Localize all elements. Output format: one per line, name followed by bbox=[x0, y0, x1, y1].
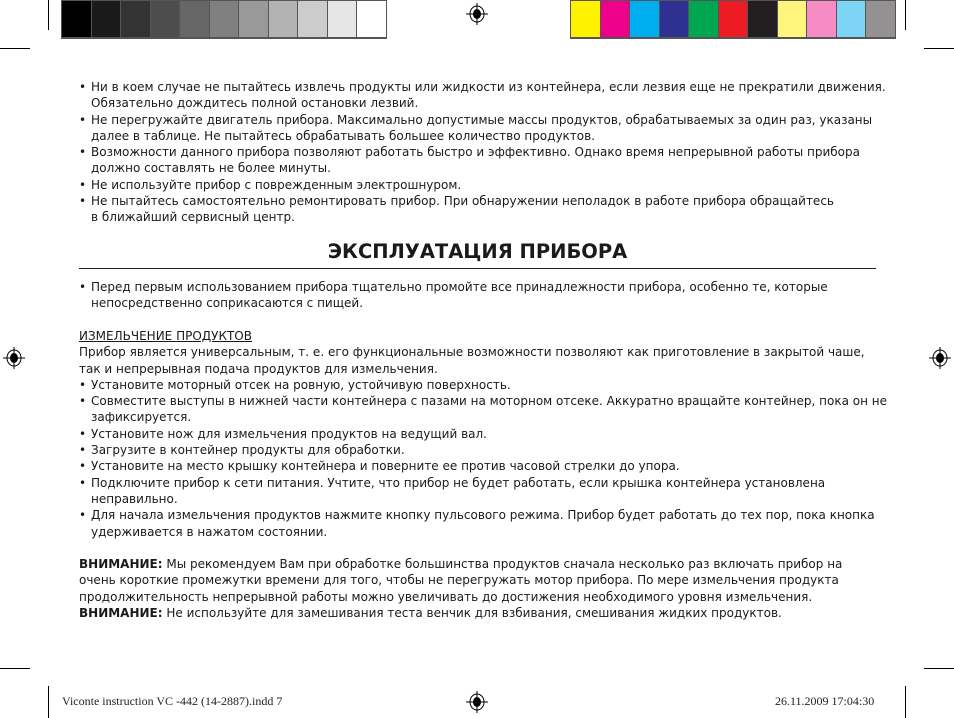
list-item-line bbox=[91, 209, 886, 225]
registration-mark-icon bbox=[466, 3, 488, 25]
bullet-icon: • bbox=[79, 377, 87, 392]
list-item bbox=[79, 193, 886, 226]
list-item bbox=[79, 458, 887, 474]
bullet-icon: • bbox=[79, 177, 87, 192]
list-item-text: Установите моторный отсек на ровную, устойчивую поверхность. bbox=[91, 377, 511, 392]
chopping-section bbox=[79, 328, 887, 621]
list-item-text: Не пытайтесь самостоятельно ремонтировать прибор. При обнаружении неполадок в работе прибора обращайтесь bbox=[91, 194, 834, 209]
list-item bbox=[79, 144, 886, 177]
list-item bbox=[79, 507, 887, 540]
list-item-line bbox=[79, 279, 828, 295]
list-item-line bbox=[79, 79, 886, 95]
list-item bbox=[79, 279, 828, 312]
color-patch bbox=[571, 1, 600, 37]
color-patch bbox=[151, 1, 180, 37]
list-item-text: далее в таблице. Не пытайтесь обрабатывать большее количество продуктов. bbox=[91, 128, 596, 143]
list-item-text: Ни в коем случае не пытайтесь извлечь продукты или жидкости из контейнера, если лезвия еще не прекратили движения. bbox=[91, 80, 886, 94]
chopping-steps-list bbox=[79, 377, 887, 540]
first-use-list bbox=[79, 279, 828, 312]
color-patch bbox=[239, 1, 268, 37]
list-item-text: Установите на место крышку контейнера и поверните ее против часовой стрелки до упора. bbox=[91, 459, 680, 474]
list-item-line bbox=[79, 193, 886, 209]
warning-label: ВНИМАНИЕ: bbox=[79, 606, 163, 621]
list-item bbox=[79, 475, 887, 508]
color-patch bbox=[328, 1, 357, 37]
list-item-text: Подключите прибор к сети питания. Учтите, что прибор не будет работать, если крышка контейнера установлена bbox=[91, 475, 826, 490]
bullet-icon: • bbox=[79, 459, 87, 474]
color-patch bbox=[357, 1, 386, 37]
footer-filename: Viconte instruction VC -442 (14-2887).indd 7 bbox=[62, 694, 283, 708]
list-item-text: зафиксируется. bbox=[91, 410, 192, 425]
color-patch bbox=[210, 1, 239, 37]
color-patch bbox=[630, 1, 659, 37]
color-patch bbox=[837, 1, 866, 37]
list-item-text: Обязательно дождитесь полной остановки лезвий. bbox=[91, 96, 419, 111]
intro-line: Прибор является универсальным, т. е. его функциональные возможности позволяют как приготовление в закрытой чаше, bbox=[79, 345, 865, 360]
crop-mark bbox=[924, 48, 954, 49]
list-item bbox=[79, 112, 886, 145]
registration-mark-icon bbox=[929, 347, 951, 369]
list-item-line bbox=[79, 426, 887, 442]
list-item-text: удерживается в нажатом состоянии. bbox=[91, 524, 328, 539]
color-patch bbox=[601, 1, 630, 37]
list-item-line bbox=[91, 95, 886, 111]
list-item-line bbox=[91, 160, 886, 176]
crop-mark bbox=[905, 686, 906, 718]
list-item-text: Совместите выступы в нижней части контейнера с пазами на моторном отсеке. Аккуратно вращайте контейнер, пока он не bbox=[91, 394, 887, 409]
color-patch bbox=[748, 1, 777, 37]
warning-text: Не используйте для замешивания теста венчик для взбивания, смешивания жидких продуктов. bbox=[162, 606, 782, 621]
color-patch bbox=[719, 1, 748, 37]
list-item-line bbox=[91, 295, 828, 311]
bullet-icon: • bbox=[79, 394, 87, 409]
list-item-line bbox=[91, 128, 886, 144]
list-item-text: в ближайший сервисный центр. bbox=[91, 210, 295, 225]
warning-label: ВНИМАНИЕ: bbox=[79, 557, 163, 572]
color-patch bbox=[866, 1, 895, 37]
list-item-line bbox=[91, 491, 887, 507]
crop-mark bbox=[48, 0, 49, 30]
warning-text: продолжительность непрерывной работы можно увеличивать до достижения необходимого уровня измельчения. bbox=[79, 589, 813, 604]
bullet-icon: • bbox=[79, 112, 87, 127]
list-item bbox=[79, 177, 886, 193]
list-item bbox=[79, 79, 886, 112]
bullet-icon: • bbox=[79, 80, 87, 94]
color-patch bbox=[807, 1, 836, 37]
heading-rule bbox=[79, 268, 876, 269]
safety-list bbox=[79, 79, 886, 226]
section-heading: ЭКСПЛУАТАЦИЯ ПРИБОРА bbox=[327, 240, 628, 263]
footer-datetime: 26.11.2009 17:04:30 bbox=[775, 694, 875, 708]
process-color-bar bbox=[570, 0, 896, 39]
intro-line: так и непрерывная подача продуктов для измельчения. bbox=[79, 361, 438, 376]
list-item-text: Загрузите в контейнер продукты для обработки. bbox=[91, 443, 405, 458]
list-item-line bbox=[79, 475, 887, 491]
list-item-text: Не используйте прибор с поврежденным электрошнуром. bbox=[91, 177, 462, 192]
grayscale-color-bar bbox=[61, 0, 387, 39]
warning-text: Мы рекомендуем Вам при обработке большинства продуктов сначала несколько раз включать прибор на bbox=[162, 557, 843, 572]
list-item bbox=[79, 393, 887, 426]
list-item-text: Для начала измельчения продуктов нажмите кнопку пульсового режима. Прибор будет работать до тех пор, пока кнопка bbox=[91, 508, 875, 523]
bullet-icon: • bbox=[79, 443, 87, 458]
list-item bbox=[79, 442, 887, 458]
list-item-line bbox=[79, 144, 886, 160]
list-item-line bbox=[79, 177, 886, 193]
color-patch bbox=[62, 1, 91, 37]
crop-mark bbox=[48, 686, 49, 718]
list-item-text: Установите нож для измельчения продуктов на ведущий вал. bbox=[91, 426, 487, 441]
list-item-text: должно составлять не более минуты. bbox=[91, 161, 331, 176]
list-item bbox=[79, 426, 887, 442]
color-patch bbox=[689, 1, 718, 37]
subsection-title: ИЗМЕЛЬЧЕНИЕ ПРОДУКТОВ bbox=[79, 329, 252, 343]
registration-mark-icon bbox=[3, 347, 25, 369]
color-patch bbox=[778, 1, 807, 37]
bullet-icon: • bbox=[79, 475, 87, 490]
list-item bbox=[79, 377, 887, 393]
registration-mark-icon bbox=[466, 691, 488, 713]
list-item-text: неправильно. bbox=[91, 491, 178, 506]
color-patch bbox=[92, 1, 121, 37]
warning-line bbox=[79, 605, 887, 621]
color-patch bbox=[121, 1, 150, 37]
list-item-line bbox=[79, 507, 887, 523]
list-item-line bbox=[79, 377, 887, 393]
crop-mark bbox=[0, 668, 30, 669]
list-item-text: Перед первым использованием прибора тщательно промойте все принадлежности прибора, особенно те, которые bbox=[91, 280, 828, 294]
bullet-icon: • bbox=[79, 145, 87, 160]
crop-mark bbox=[905, 0, 906, 30]
bullet-icon: • bbox=[79, 280, 87, 294]
color-patch bbox=[660, 1, 689, 37]
bullet-icon: • bbox=[79, 426, 87, 441]
list-item-text: Не перегружайте двигатель прибора. Максимально допустимые массы продуктов, обрабатываемых за один раз, указаны bbox=[91, 112, 873, 127]
bullet-icon: • bbox=[79, 508, 87, 523]
color-patch bbox=[269, 1, 298, 37]
list-item-line bbox=[91, 409, 887, 425]
bullet-icon: • bbox=[79, 194, 87, 209]
list-item-text: Возможности данного прибора позволяют работать быстро и эффективно. Однако время непрерывной работы прибора bbox=[91, 145, 860, 160]
color-patch bbox=[180, 1, 209, 37]
crop-mark bbox=[924, 668, 954, 669]
warning-line bbox=[79, 556, 887, 572]
list-item-line bbox=[79, 112, 886, 128]
warning-text: очень короткие промежутки времени для того, чтобы не перегружать мотор прибора. По мере измельчения продукта bbox=[79, 573, 839, 588]
list-item-text: непосредственно соприкасаются с пищей. bbox=[91, 296, 364, 311]
list-item-line bbox=[79, 442, 887, 458]
list-item-line bbox=[79, 393, 887, 409]
list-item-line bbox=[91, 524, 887, 540]
crop-mark bbox=[0, 48, 30, 49]
list-item-line bbox=[79, 458, 887, 474]
color-patch bbox=[298, 1, 327, 37]
